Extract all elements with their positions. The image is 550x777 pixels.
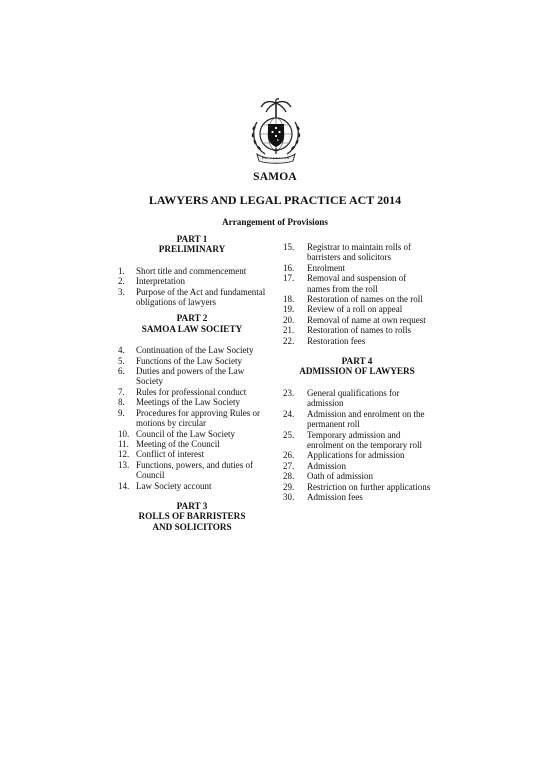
section-number: 10.	[118, 428, 130, 439]
section-title: Removal of name at own request	[307, 314, 426, 325]
section-title: Restriction on further applications	[307, 481, 431, 492]
section-number: 3.	[118, 286, 125, 297]
toc-item-30[interactable]	[283, 492, 431, 502]
section-number: 24.	[283, 408, 295, 419]
section-number: 16.	[283, 262, 295, 273]
part-2-title: SAMOA LAW SOCIETY	[141, 323, 243, 334]
section-number: 25.	[283, 429, 295, 440]
toc-item-20[interactable]	[283, 315, 431, 325]
toc-item-17[interactable]	[283, 273, 431, 294]
section-number: 28.	[283, 471, 295, 482]
section-title: Interpretation	[136, 276, 185, 287]
toc-item-11[interactable]	[118, 439, 266, 449]
part-3-number: PART 3	[176, 500, 208, 511]
section-number: 18.	[283, 294, 295, 305]
section-title: General qualifications for admission	[307, 387, 400, 409]
section-title: Restoration fees	[307, 335, 366, 346]
part-1-title: PRELIMINARY	[158, 244, 226, 255]
section-number: 26.	[283, 450, 295, 461]
section-number: 21.	[283, 325, 295, 336]
section-title: Enrolment	[307, 262, 345, 273]
section-number: 19.	[283, 304, 295, 315]
toc-item-28[interactable]	[283, 471, 431, 481]
section-number: 8.	[118, 397, 125, 408]
section-number: 22.	[283, 335, 295, 346]
section-number: 11.	[118, 438, 129, 449]
section-title: Continuation of the Law Society	[136, 345, 254, 356]
section-title: Temporary admission and enrolment on the temporary roll	[307, 429, 422, 450]
toc-item-12[interactable]	[118, 449, 266, 459]
arrangement-heading: Arrangement of Provisions	[222, 217, 328, 227]
part-4-number: PART 4	[341, 356, 373, 367]
section-number: 29.	[283, 481, 295, 492]
section-title: Meeting of the Council	[136, 438, 220, 449]
toc-item-21[interactable]	[283, 325, 431, 335]
section-title: Council of the Law Society	[136, 428, 235, 439]
section-title: Restoration of names to rolls	[307, 325, 411, 336]
part-3-title: ROLLS OF BARRISTERS AND SOLICITORS	[138, 511, 246, 532]
section-title: Admission and enrolment on the permanent roll	[307, 408, 425, 430]
toc-item-14[interactable]	[118, 481, 266, 491]
section-number: 27.	[283, 460, 295, 471]
act-title: LAWYERS AND LEGAL PRACTICE ACT 2014	[148, 193, 402, 207]
section-number: 17.	[283, 273, 295, 284]
toc-item-1[interactable]	[118, 266, 266, 276]
section-title: Meetings of the Law Society	[136, 397, 240, 408]
toc-item-4[interactable]	[118, 345, 266, 355]
part-4-title: ADMISSION OF LAWYERS	[299, 366, 415, 377]
section-title: Review of a roll on appeal	[307, 304, 403, 315]
toc-right-column	[283, 242, 431, 502]
toc-item-5[interactable]	[118, 356, 266, 366]
toc-item-3[interactable]	[118, 287, 266, 308]
section-title: Purpose of the Act and fundamental obligations of lawyers	[136, 286, 266, 308]
toc-item-8[interactable]	[118, 397, 266, 407]
section-number: 15.	[283, 242, 295, 252]
section-title: Rules for professional conduct	[136, 386, 247, 397]
section-number: 6.	[118, 366, 125, 377]
section-title: Oath of admission	[307, 471, 373, 482]
section-title: Admission	[307, 460, 347, 471]
part-2-number: PART 2	[176, 313, 208, 324]
toc-item-26[interactable]	[283, 450, 431, 460]
toc-item-16[interactable]	[283, 263, 431, 273]
section-title: Restoration of names on the roll	[307, 294, 423, 305]
section-number: 4.	[118, 345, 125, 356]
section-title: Applications for admission	[307, 450, 405, 461]
part-1-number: PART 1	[176, 234, 208, 244]
toc-item-7[interactable]	[118, 387, 266, 397]
toc-item-10[interactable]	[118, 429, 266, 439]
section-number: 7.	[118, 386, 125, 397]
section-number: 9.	[118, 407, 125, 418]
toc-item-2[interactable]	[118, 276, 266, 286]
section-title: Conflict of interest	[136, 449, 204, 460]
section-title: Short title and commencement	[136, 265, 247, 276]
section-number: 2.	[118, 276, 125, 287]
section-number: 5.	[118, 355, 125, 366]
section-number: 1.	[118, 265, 125, 276]
section-number: 23.	[283, 387, 295, 398]
toc-item-13[interactable]	[118, 460, 266, 481]
toc-item-24[interactable]	[283, 409, 431, 430]
section-number: 12.	[118, 449, 130, 460]
toc-item-23[interactable]	[283, 388, 431, 409]
section-number: 30.	[283, 491, 295, 502]
section-title: Procedures for approving Rules or motions by circular	[136, 407, 260, 429]
toc-item-22[interactable]	[283, 336, 431, 346]
toc-left-column	[118, 230, 266, 532]
toc-item-15[interactable]	[283, 242, 431, 263]
section-title: Duties and powers of the Law Society	[136, 366, 245, 387]
toc-item-18[interactable]	[283, 294, 431, 304]
toc-item-19[interactable]	[283, 304, 431, 314]
section-number: 14.	[118, 480, 130, 491]
toc-item-6[interactable]	[118, 366, 266, 387]
toc-item-27[interactable]	[283, 461, 431, 471]
section-title: Functions, powers, and duties of Council	[136, 459, 253, 481]
country-heading: SAMOA	[253, 171, 297, 183]
section-number: 20.	[283, 314, 295, 325]
section-title: Functions of the Law Society	[136, 355, 242, 366]
section-title: Removal and suspension of names from the roll	[307, 273, 407, 294]
coat-of-arms-emblem	[245, 98, 307, 164]
toc-item-29[interactable]	[283, 482, 431, 492]
toc-item-9[interactable]	[118, 408, 266, 429]
toc-item-25[interactable]	[283, 430, 431, 451]
section-title: Law Society account	[136, 480, 212, 491]
section-title: Registrar to maintain rolls of barristers and solicitors	[307, 242, 411, 263]
section-title: Admission fees	[307, 491, 363, 502]
section-number: 13.	[118, 459, 130, 470]
